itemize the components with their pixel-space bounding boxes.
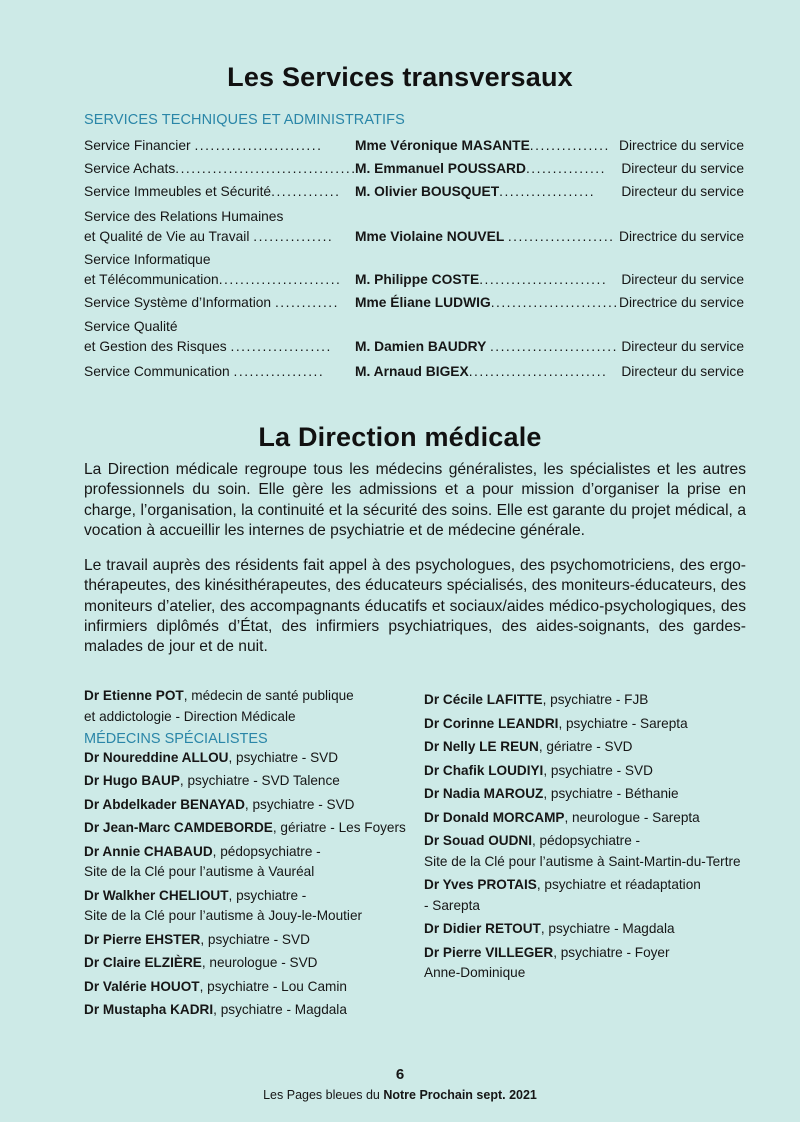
- doctors-right-column: Dr Cécile LAFITTE, psychiatre - FJB Dr Corinne LEANDRI, psychiatre - Sarepta Dr Nelly LE REUN, gériatre - SVD Dr Chafik LOUDIYI, psychiatre - SVD Dr Nadia MAROUZ, psychiatre - Béthanie Dr Donald MORCAMP, neurologue - Sarepta Dr Souad OUDNI, pédopsychiatre - Site de la Clé pour l’autisme à Saint-Martin-du-Tertre Dr Yves PROTAIS, psychiatre et réadaptation - Sarepta Dr Didier RETOUT, psychiatre - Magdala Dr Pierre VILLEGER, psychiatre - Foyer Anne-Dominique: [424, 690, 754, 984]
- list-item: Dr Jean-Marc CAMDEBORDE, gériatre - Les Foyers: [84, 820, 406, 835]
- service-role: Directeur du service: [621, 161, 744, 176]
- service-row: et Télécommunication....................... M. Philippe COSTE........................ Directeur du service: [84, 270, 744, 290]
- paragraph-intro: La Direction médicale regroupe tous les médecins généralistes, les spécialistes et les autres professionnels du soin. Elle gère les admissions et a pour mission d’organiser la prise en charge, l’organisation, la continuité et la sécurité des soins. Elle est garante du projet médical, a vocation à accueillir les internes de psychiatrie et de médecine générale.: [84, 461, 746, 539]
- service-head: M. Damien BAUDRY: [355, 339, 487, 354]
- service-name: Service Financier: [84, 138, 191, 153]
- service-name: Service Achats: [84, 161, 176, 176]
- list-item: Dr Etienne POT, médecin de santé publique: [84, 688, 354, 703]
- service-head: M. Arnaud BIGEX: [355, 364, 469, 379]
- list-item: Dr Nadia MAROUZ, psychiatre - Béthanie: [424, 786, 679, 801]
- service-row: et Gestion des Risques ................... M. Damien BAUDRY ........................ Directeur du service: [84, 337, 744, 357]
- service-head: Mme Véronique MASANTE: [355, 138, 530, 153]
- list-item: Dr Mustapha KADRI, psychiatre - Magdala: [84, 1002, 347, 1017]
- service-row: Service Financier ........................ Mme Véronique MASANTE............... Directrice du service: [84, 136, 744, 156]
- service-head: M. Olivier BOUSQUET: [355, 184, 500, 199]
- list-item: Dr Hugo BAUP, psychiatre - SVD Talence: [84, 773, 340, 788]
- list-item: Dr Abdelkader BENAYAD, psychiatre - SVD: [84, 796, 355, 812]
- service-role: Directeur du service: [621, 184, 744, 199]
- list-item: Dr Chafik LOUDIYI, psychiatre - SVD: [424, 762, 653, 778]
- list-item: Dr Souad OUDNI, pédopsychiatre -: [424, 833, 641, 848]
- section-label: SERVICES TECHNIQUES ET ADMINISTRATIFS: [84, 112, 405, 128]
- page-footer: Les Pages bleues du Notre Prochain sept. 2021: [263, 1088, 537, 1102]
- service-role: Directrice du service: [619, 138, 744, 153]
- page-number: 6: [395, 1066, 405, 1083]
- service-name: Service Immeubles et Sécurité: [84, 184, 272, 199]
- service-role: Directeur du service: [621, 339, 744, 354]
- list-item: Dr Annie CHABAUD, pédopsychiatre -: [84, 843, 321, 859]
- doctors-left-column: Dr Etienne POT, médecin de santé publique et addictologie - Direction Médicale MÉDECINS SPÉCIALISTES Dr Noureddine ALLOU, psychiatre - SVD Dr Hugo BAUP, psychiatre - SVD Talence Dr Abdelkader BENAYAD, psychiatre - SVD Dr Jean-Marc CAMDEBORDE, gériatre - Les Foyers Dr Annie CHABAUD, pédopsychiatre - Site de la Clé pour l’autisme à Vauréal Dr Walkher CHELIOUT, psychiatre - Site de la Clé pour l’autisme à Jouy-le-Moutier Dr Pierre EHSTER, psychiatre - SVD Dr Claire ELZIÈRE, neurologue - SVD Dr Valérie HOUOT, psychiatre - Lou Camin Dr Mustapha KADRI, psychiatre - Magdala: [84, 686, 404, 1021]
- service-head: Mme Éliane LUDWIG: [355, 295, 491, 310]
- service-name-line1: Service Informatique: [84, 252, 211, 267]
- list-item: Dr Walkher CHELIOUT, psychiatre -: [84, 887, 307, 903]
- list-item: Dr Didier RETOUT, psychiatre - Magdala: [424, 921, 675, 936]
- service-row: Service Système d’Information ............ Mme Éliane LUDWIG........................ Directrice du service: [84, 293, 744, 313]
- service-name: Service Communication: [84, 364, 230, 379]
- service-head: M. Philippe COSTE: [355, 272, 480, 287]
- list-item: Dr Noureddine ALLOU, psychiatre - SVD: [84, 749, 339, 765]
- service-role: Directrice du service: [619, 295, 744, 310]
- list-item: Dr Cécile LAFITTE, psychiatre - FJB: [424, 692, 649, 707]
- service-name: et Télécommunication: [84, 272, 219, 287]
- service-name: Service Système d’Information: [84, 295, 272, 310]
- service-row: Service Immeubles et Sécurité............. M. Olivier BOUSQUET.................. Directeur du service: [84, 182, 744, 202]
- service-role: Directeur du service: [621, 272, 744, 287]
- service-row: Service Achats.................................. M. Emmanuel POUSSARD............... Directeur du service: [84, 159, 744, 179]
- service-role: Directeur du service: [621, 364, 744, 379]
- service-row: et Qualité de Vie au Travail ............... Mme Violaine NOUVEL .................... Directrice du service: [84, 227, 744, 247]
- service-role: Directrice du service: [619, 229, 744, 244]
- list-item: Dr Donald MORCAMP, neurologue - Sarepta: [424, 809, 700, 825]
- service-name: et Gestion des Risques: [84, 339, 227, 354]
- specialists-label: MÉDECINS SPÉCIALISTES: [84, 731, 268, 747]
- paragraph-staff: Le travail auprès des résidents fait appel à des psychologues, des psychomotriciens, des ergo-thérapeutes, des kinésithérapeutes, des éducateurs spécialisés, des moniteurs-éducateurs, des moniteurs d’atelier, des accompagnants éducatifs et sociaux/aides médico-psychologiques, des infirmiers diplômés d’État, des infirmiers psychiatriques, des aides-soignants, des gardes-malades de jour et de nuit.: [84, 557, 746, 656]
- list-item: Dr Claire ELZIÈRE, neurologue - SVD: [84, 955, 318, 970]
- service-row: Service Communication ................. M. Arnaud BIGEX.......................... Directeur du service: [84, 362, 744, 382]
- list-item: Dr Nelly LE REUN, gériatre - SVD: [424, 739, 633, 754]
- services-title: Les Services transversaux: [227, 62, 573, 92]
- service-name-line1: Service Qualité: [84, 319, 178, 334]
- list-item: Dr Pierre VILLEGER, psychiatre - Foyer: [424, 944, 670, 960]
- service-head: Mme Violaine NOUVEL: [355, 229, 504, 244]
- list-item: Dr Valérie HOUOT, psychiatre - Lou Camin: [84, 978, 347, 994]
- list-item: Dr Corinne LEANDRI, psychiatre - Sarepta: [424, 715, 688, 731]
- direction-title: La Direction médicale: [258, 422, 542, 452]
- service-name-line1: Service des Relations Humaines: [84, 209, 284, 224]
- list-item: Dr Yves PROTAIS, psychiatre et réadaptation: [424, 877, 701, 892]
- list-item: Dr Pierre EHSTER, psychiatre - SVD: [84, 931, 310, 947]
- service-head: M. Emmanuel POUSSARD: [355, 161, 526, 176]
- service-name: et Qualité de Vie au Travail: [84, 229, 250, 244]
